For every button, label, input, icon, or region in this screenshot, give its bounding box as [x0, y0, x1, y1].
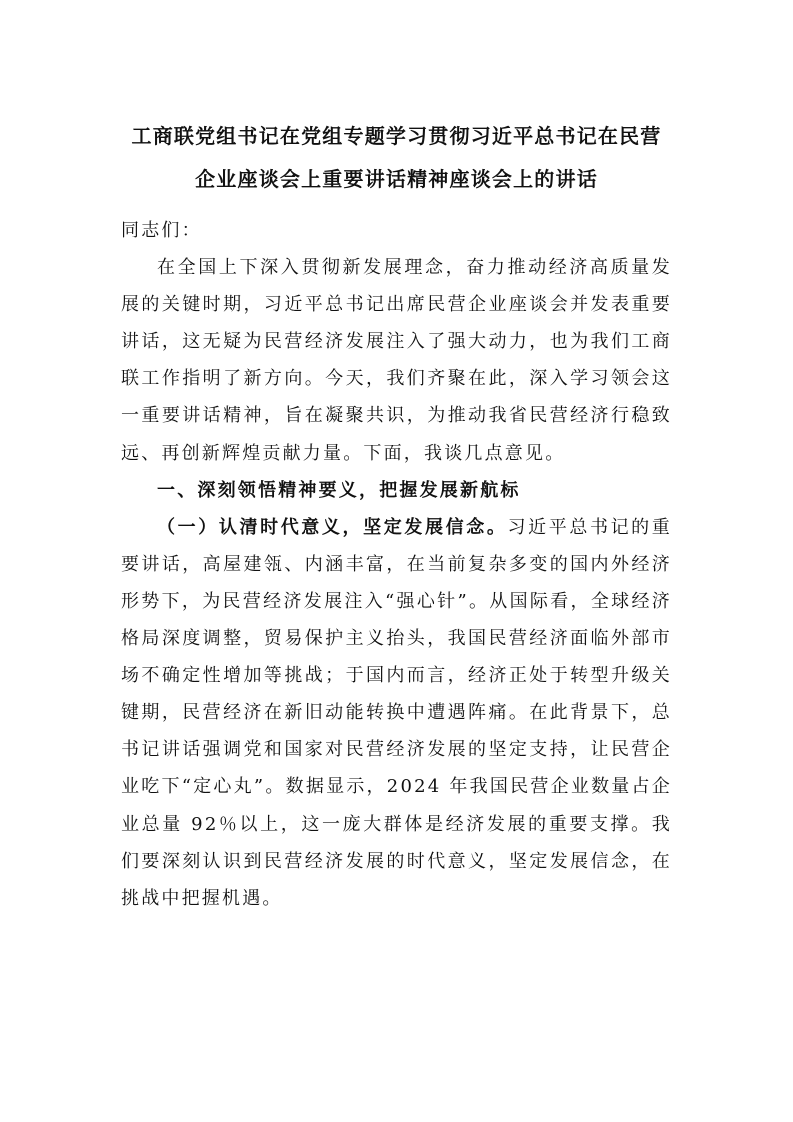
subsection-heading-1: （一）认清时代意义，坚定发展信念。: [157, 516, 508, 538]
intro-paragraph: 在全国上下深入贯彻新发展理念，奋力推动经济高质量发展的关键时期，习近平总书记出席民营企业座谈会并发表重要讲话，这无疑为民营经济发展注入了强大动力，也为我们工商联工作指明了新方向。今天，我们齐聚在此，深入学习领会这一重要讲话精神，旨在凝聚共识，为推动我省民营经济行稳致远、再创新辉煌贡献力量。下面，我谈几点意见。: [121, 257, 672, 464]
document-title-line-2: 企业座谈会上重要讲话精神座谈会上的讲话: [195, 167, 598, 191]
subsection-paragraph-1: [121, 509, 672, 917]
salutation: 同志们：: [121, 220, 202, 241]
document-title-line-1: 工商联党组书记在党组专题学习贯彻习近平总书记在民营: [131, 124, 662, 148]
subsection-body-1: 习近平总书记的重要讲话，高屋建瓴、内涵丰富，在当前复杂多变的国内外经济形势下，为民营经济发展注入“强心针”。从国际看，全球经济格局深度调整，贸易保护主义抬头，我国民营经济面临外部市场不确定性增加等挑战；于国内而言，经济正处于转型升级关键期，民营经济在新旧动能转换中遭遇阵痛。在此背景下，总书记讲话强调党和国家对民营经济发展的坚定支持，让民营企业吃下“定心丸”。数据显示，2024 年我国民营企业数量占企业总量 92％以上，这一庞大群体是经济发展的重要支撑。我们要深刻认识到民营经济发展的时代意义，坚定发展信念，在挑战中把握机遇。: [121, 516, 672, 909]
document-body: [121, 212, 672, 917]
section-heading-1: 一、深刻领悟精神要义，把握发展新航标: [157, 479, 521, 501]
